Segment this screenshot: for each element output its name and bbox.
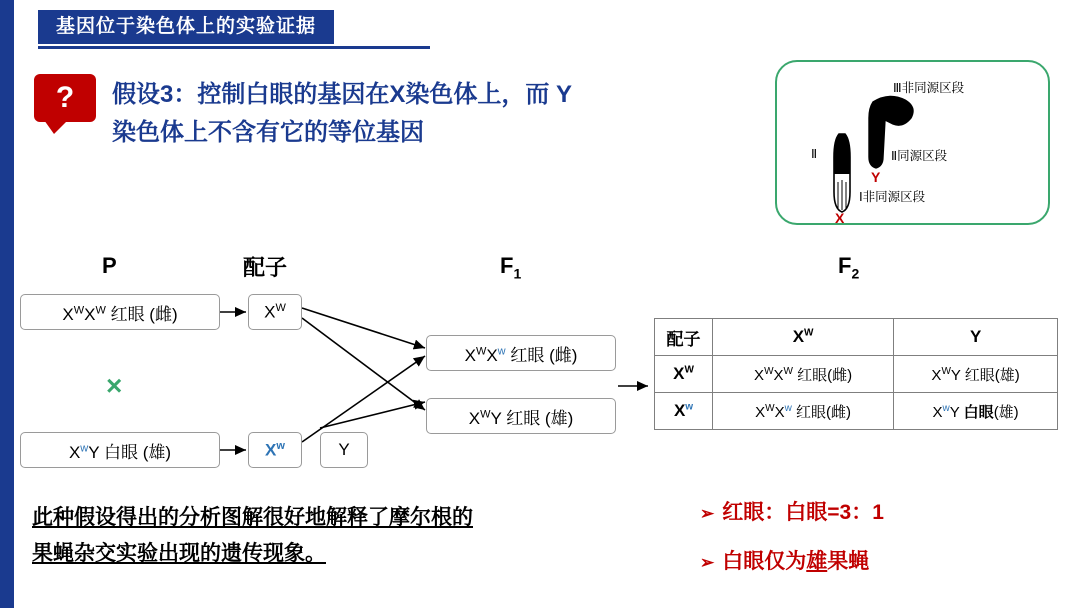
table-row-header-xw-recessive: $X^w$ — [655, 393, 713, 430]
table-cell-xwy: $X^WY$ 红眼(雄) — [894, 356, 1058, 393]
hypothesis-line-2: 染色体上不含有它的等位基因 — [112, 119, 424, 146]
generation-label-gamete: 配子 — [243, 255, 288, 280]
inset-label-y: Y — [871, 169, 881, 185]
f1-female-box: $X^WX^w$ 红眼 (雌) — [426, 335, 616, 371]
table-col-header-y: Y — [894, 319, 1058, 356]
hypothesis-line-1: 假设3：控制白眼的基因在X染色体上，而 Y — [112, 81, 573, 108]
inset-label-ii-right: Ⅱ同源区段 — [891, 149, 948, 163]
parent-female-box: $X^WX^W$ 红眼 (雌) — [20, 294, 220, 330]
page-title: 基因位于染色体上的实验证据 — [38, 10, 334, 44]
bullet-arrow-icon: ➢ — [700, 504, 715, 523]
summary-text — [32, 500, 652, 572]
conclusion-male-only: ➢ 白眼仅为雄果蝇 — [700, 550, 870, 573]
parent-male-box: $X^wY$ 白眼 (雄) — [20, 432, 220, 468]
f1-male-box: $X^WY$ 红眼 (雄) — [426, 398, 616, 434]
gamete-male-y-box: Y — [320, 432, 368, 468]
table-corner-cell: 配子 — [655, 319, 713, 356]
generation-label-p: P — [102, 253, 117, 278]
generation-label-f2: $F_2$ — [838, 253, 860, 282]
summary-line-1: 此种假设得出的分析图解很好地解释了摩尔根的 — [32, 506, 473, 529]
conclusion-ratio: ➢ 红眼：白眼=3：1 — [700, 501, 884, 524]
table-cell-xwxw: $X^WX^W$ 红眼(雌) — [713, 356, 894, 393]
table-row — [655, 393, 1058, 430]
table-row — [655, 356, 1058, 393]
question-mark-icon: ? — [34, 74, 96, 122]
inset-label-x: X — [835, 210, 845, 226]
inset-label-region-iii: Ⅲ非同源区段 — [893, 81, 965, 95]
gamete-male-xw-box: $X^w$ — [248, 432, 302, 468]
table-cell-xwy-white: $X^wY$ 白眼(雄) — [894, 393, 1058, 430]
bullet-arrow-icon: ➢ — [700, 553, 715, 572]
generation-label-f1: $F_1$ — [500, 253, 522, 282]
inset-label-region-i: Ⅰ非同源区段 — [859, 190, 926, 204]
cross-symbol: × — [106, 370, 123, 401]
table-row-header-xw-dominant: $X^W$ — [655, 356, 713, 393]
summary-line-2: 果蝇杂交实验出现的遗传现象。 — [32, 542, 326, 565]
inset-label-ii-left: Ⅱ — [811, 147, 818, 161]
table-cell-xwxw-het: $X^WX^w$ 红眼(雌) — [713, 393, 894, 430]
table-col-header-xw: $X^W$ — [713, 319, 894, 356]
table-header-row — [655, 319, 1058, 356]
f2-punnett-table — [654, 318, 1058, 430]
gamete-female-box: $X^W$ — [248, 294, 302, 330]
